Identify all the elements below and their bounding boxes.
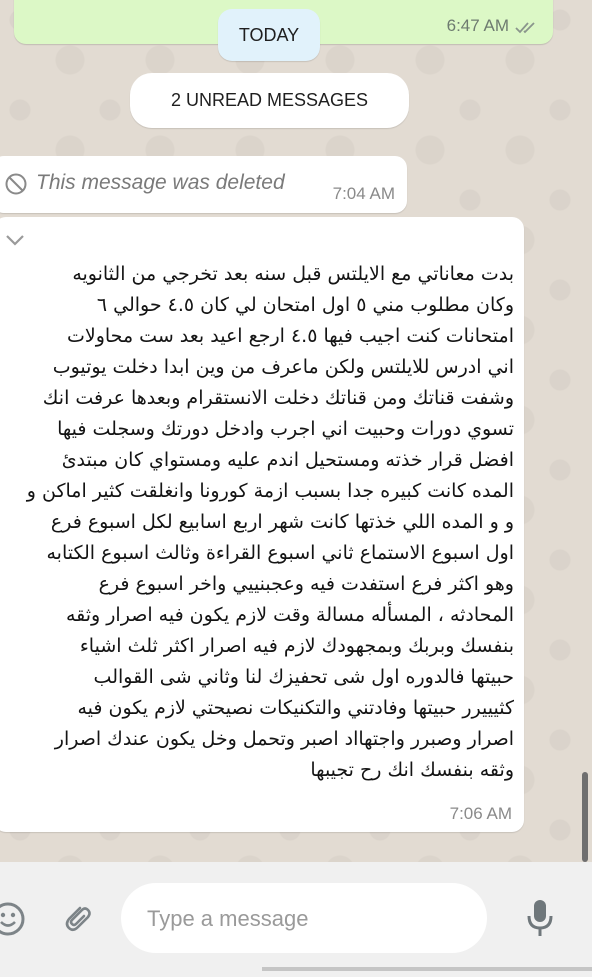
message-input-field[interactable] bbox=[121, 883, 487, 953]
message-line: وثقه بنفسك انك رح تجيبها bbox=[310, 759, 514, 781]
message-line: كثيييرر حبيتها وفادتني والتكنيكات نصيحتي لازم يكون فيه bbox=[77, 697, 514, 719]
message-line: امتحانات كنت اجيب فيها ٤.٥ ارجع اعيد بعد ست محاولات bbox=[67, 325, 514, 347]
message-line: وكان مطلوب مني ٥ اول امتحان لي كان ٤.٥ حوالي ٦ bbox=[96, 294, 514, 316]
date-separator: TODAY bbox=[218, 9, 320, 61]
message-line: حبيتها فالدوره اول شى تحفيزك لنا وثاني شى القوالب bbox=[93, 666, 514, 688]
double-check-icon bbox=[515, 21, 541, 35]
incoming-message-text bbox=[6, 259, 514, 786]
message-line: بنفسك وبربك وبمجهودك لازم فيه اصرار اكثر ثلث اشياء bbox=[79, 635, 514, 657]
chevron-down-icon[interactable] bbox=[4, 233, 26, 247]
message-line: افضل قرار خذته ومستحيل اندم عليه ومستواي كان مبتدئ bbox=[61, 449, 514, 471]
home-indicator bbox=[262, 967, 592, 971]
message-line: اصرار وصبرر واجتهااد اصبر وتحمل وخل يكون عندك اصرار bbox=[54, 728, 514, 750]
microphone-icon[interactable] bbox=[520, 894, 560, 942]
paperclip-icon[interactable] bbox=[58, 900, 94, 936]
incoming-message-bubble[interactable] bbox=[0, 217, 524, 832]
message-input[interactable] bbox=[145, 883, 479, 955]
emoji-icon[interactable] bbox=[0, 895, 32, 943]
message-line: بدت معاناتي مع الايلتس قبل سنه بعد تخرجي من الثانويه bbox=[72, 263, 514, 285]
chat-scrollbar[interactable] bbox=[582, 772, 588, 862]
outgoing-message-time: 6:47 AM bbox=[446, 16, 509, 35]
unread-messages-banner: 2 UNREAD MESSAGES bbox=[130, 73, 409, 128]
message-line: وشفت قناتك ومن قناتك دخلت الانستقرام وبعدها عرفت انك bbox=[42, 387, 514, 409]
deleted-message-bubble[interactable] bbox=[0, 156, 407, 213]
incoming-message-time: 7:06 AM bbox=[449, 804, 512, 823]
deleted-message-text: This message was deleted bbox=[36, 171, 285, 194]
message-line: و و المده اللي خذتها كانت شهر اربع اسابيع لكل اسبوع فرع bbox=[50, 511, 514, 533]
message-line: اني ادرس للايلتس ولكن ماعرف من وين ابدا دخلت يوتيوب bbox=[52, 356, 514, 378]
message-line: تسوي دورات وحبيت اني اجرب وادخل دورتك وسجلت فيها bbox=[57, 418, 514, 440]
message-line: المده كانت كبيره جدا بسبب ازمة كورونا وانغلقت كثير اماكن و bbox=[26, 480, 514, 502]
message-line: وهو اكثر فرع استفدت فيه وعجبنييي واخر اسبوع فرع bbox=[98, 573, 514, 595]
blocked-icon bbox=[4, 172, 28, 196]
deleted-message-time: 7:04 AM bbox=[332, 184, 395, 203]
message-line: اول اسبوع الاستماع ثاني اسبوع القراءة وثالث اسبوع الكتابه bbox=[46, 542, 514, 564]
message-line: المحادثه ، المسأله مسالة وقت لازم يكون فيه اصرار وثقه bbox=[65, 604, 514, 626]
message-input-bar bbox=[0, 862, 592, 977]
